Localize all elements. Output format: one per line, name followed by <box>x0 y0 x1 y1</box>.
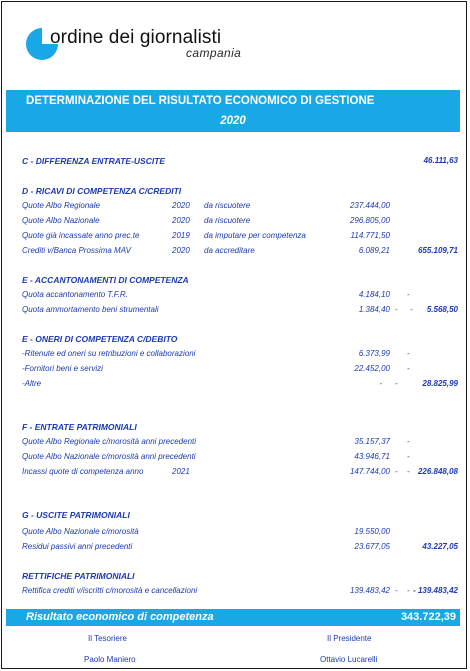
row-label: Incassi quote di competenza anno <box>22 467 144 476</box>
signature-right-role: Il Presidente <box>327 634 372 643</box>
row-dash: - <box>407 586 410 595</box>
row-amount: 147.744,00 <box>349 467 390 476</box>
signature-left-name: Paolo Maniero <box>84 655 136 664</box>
row-label: -Ritenute ed oneri su retribuzioni e collaborazioni <box>22 349 196 358</box>
logo-title: ordine dei giornalisti <box>50 27 222 48</box>
row-label: Quote Albo Regionale c/morosità anni precedenti <box>22 437 197 446</box>
row-note: da riscuotere <box>204 201 251 210</box>
section-e2-title: E - ONERI DI COMPETENZA C/DEBITO <box>22 334 178 344</box>
row-year: 2021 <box>172 467 190 476</box>
row-dash: - <box>395 379 398 388</box>
section-f-title: F - ENTRATE PATRIMONIALI <box>22 422 137 432</box>
row-amount: 22.452,00 <box>354 364 390 373</box>
row-note: da accreditare <box>204 246 255 255</box>
section-c-total: 46.111,63 <box>423 156 458 165</box>
row-year: 2020 <box>172 201 190 210</box>
section-e2-total: 28.825,99 <box>422 379 458 388</box>
row-dash: - <box>410 305 413 314</box>
row-dash: - <box>407 349 410 358</box>
result-band <box>6 609 460 626</box>
row-amount: 139.483,42 <box>349 586 390 595</box>
section-c-title: C - DIFFERENZA ENTRATE-USCITE <box>22 156 166 166</box>
section-e-title: E - ACCANTONAMENTI DI COMPETENZA <box>22 275 189 285</box>
logo-subtitle: campania <box>186 46 242 60</box>
row-dash: - <box>407 364 410 373</box>
row-label: Quota ammortamento beni strumentali <box>22 305 159 314</box>
row-amount: 296.805,00 <box>349 216 390 225</box>
row-amount: 23.677,05 <box>354 542 390 551</box>
section-g-title: G - USCITE PATRIMONIALI <box>22 510 130 520</box>
row-label: Quote Albo Nazionale c/morosità <box>22 527 139 536</box>
row-dash: - <box>395 467 398 476</box>
row-label: Quote Albo Nazionale <box>22 216 100 225</box>
section-g-total: 43.227,05 <box>422 542 458 551</box>
row-amount: 6.089,21 <box>358 246 390 255</box>
row-amount: 19.550,00 <box>354 527 390 536</box>
row-label: Quote già incassate anno prec.te <box>22 231 140 240</box>
row-label: Rettifica crediti v/iscritti c/morosità e cancellazioni <box>22 586 198 595</box>
row-dash: - <box>395 305 398 314</box>
row-label: Crediti v/Banca Prossima MAV <box>22 246 131 255</box>
signature-right-name: Ottavio Lucarelli <box>320 655 378 664</box>
row-year: 2019 <box>172 231 190 240</box>
row-note: da riscuotere <box>204 216 251 225</box>
row-year: 2020 <box>172 246 190 255</box>
report-title: DETERMINAZIONE DEL RISULTATO ECONOMICO DI GESTIONE <box>26 95 375 107</box>
row-dash: - <box>395 586 398 595</box>
section-r-total: - 139.483,42 <box>413 586 458 595</box>
row-amount: 237.444,00 <box>349 201 390 210</box>
section-r-title: RETTIFICHE PATRIMONIALI <box>22 571 135 581</box>
row-amount: 6.373,99 <box>358 349 390 358</box>
header-band <box>6 90 460 132</box>
row-label: Quote Albo Regionale <box>22 201 100 210</box>
row-amount: 35.157,37 <box>354 437 390 446</box>
row-label: Residui passivi anni precedenti <box>22 542 133 551</box>
row-label: Quota accantonamento T.F.R. <box>22 290 128 299</box>
section-d-total: 655.109,71 <box>417 246 458 255</box>
row-label: Quote Albo Nazionale c/morosità anni precedenti <box>22 452 196 461</box>
section-f-total: 226.848,08 <box>417 467 458 476</box>
row-amount: - <box>379 379 382 388</box>
row-dash: - <box>407 290 410 299</box>
report-year: 2020 <box>220 115 246 127</box>
signature-left-role: Il Tesoriere <box>88 634 127 643</box>
result-value: 343.722,39 <box>400 611 456 623</box>
section-d-title: D - RICAVI DI COMPETENZA C/CREDITI <box>22 186 182 196</box>
logo <box>22 24 442 69</box>
row-dash: - <box>407 437 410 446</box>
row-amount: 43.946,71 <box>354 452 390 461</box>
section-e-total: 5.568,50 <box>426 305 458 314</box>
row-label: -Fornitori beni e servizi <box>22 364 103 373</box>
row-label: -Altre <box>22 379 42 388</box>
result-label: Risultato economico di competenza <box>26 611 214 623</box>
row-amount: 1.384,40 <box>358 305 390 314</box>
row-amount: 114.771,50 <box>350 231 390 240</box>
row-note: da imputare per competenza <box>204 231 306 240</box>
row-dash: - <box>407 467 410 476</box>
row-amount: 4.184,10 <box>358 290 390 299</box>
row-year: 2020 <box>172 216 190 225</box>
row-dash: - <box>407 452 410 461</box>
